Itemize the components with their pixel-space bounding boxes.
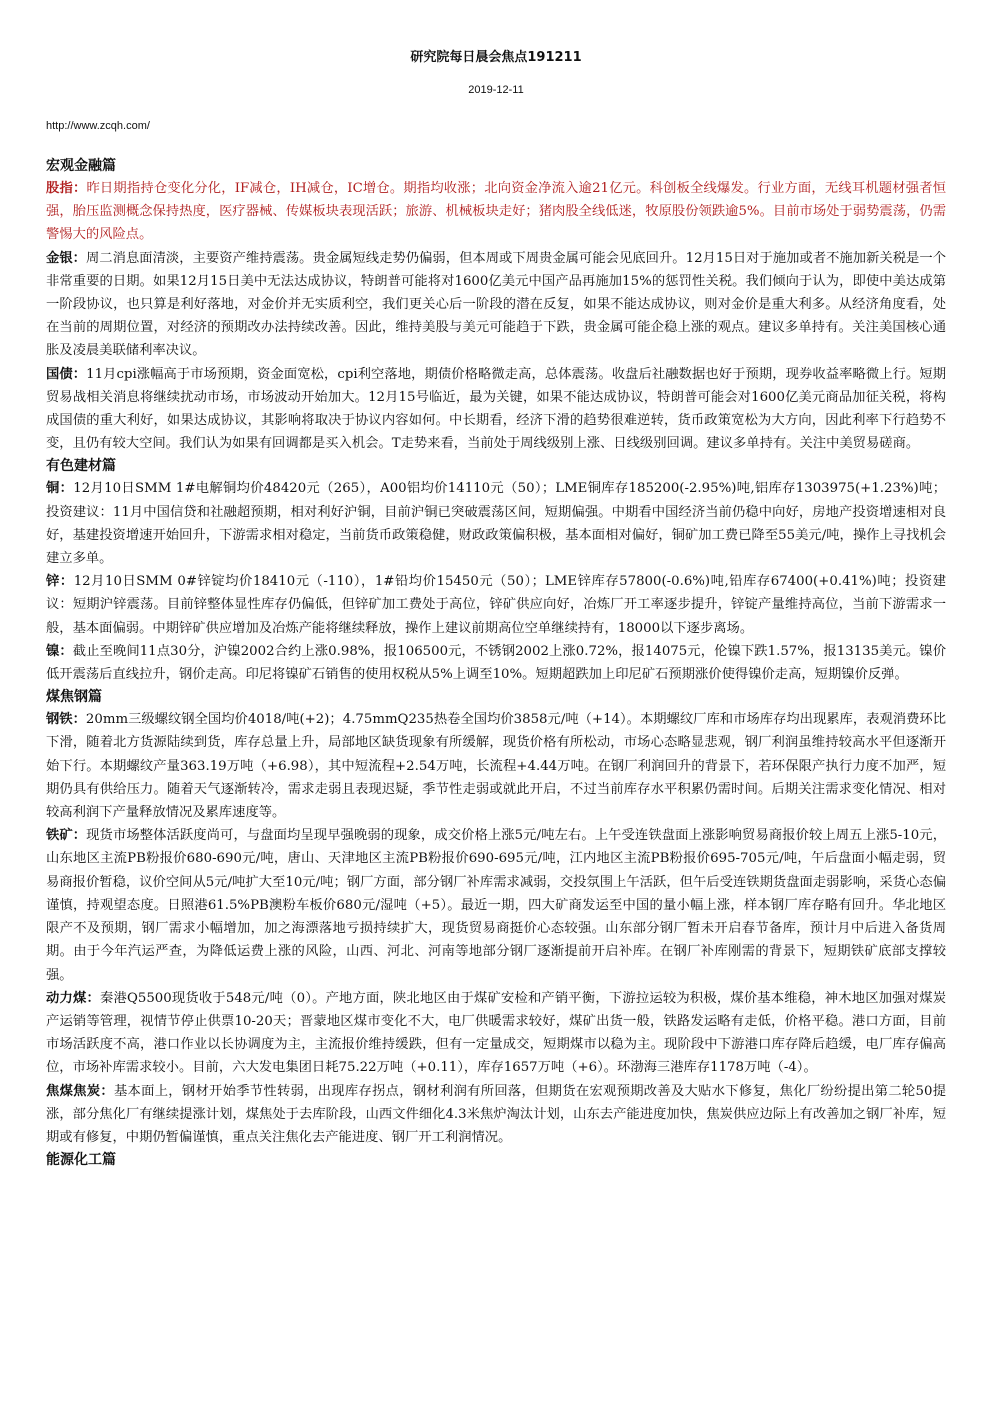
paragraph-label: 动力煤： xyxy=(46,990,100,1006)
paragraph-label: 铁矿： xyxy=(46,828,87,844)
report-body xyxy=(46,155,946,1171)
paragraph-text: 12月10日SMM 0#锌锭均价18410元（-110），1#铅均价15450元（50）；LME锌库存57800(-0.6%)吨,铅库存67400(+0.41%)吨；投资建议：短期沪锌震荡。目前锌整体显性库存仍偏低，但锌矿加工费处于高位，锌矿供应向好，冶炼厂开工率逐步提升，锌锭产量维持高位，当前下游需求一般，基本面偏弱。中期锌矿供应增加及冶炼产能将继续释放，操作上建议前期高位空单继续持有，18000以下逐步离场。 xyxy=(46,574,947,636)
paragraph-label: 国债： xyxy=(46,366,87,382)
section-heading-nonferrous: 有色建材篇 xyxy=(46,458,116,475)
paragraph-treasury-bonds xyxy=(46,363,946,456)
section-heading-macro-finance: 宏观金融篇 xyxy=(46,158,116,174)
paragraph-copper xyxy=(46,477,946,570)
paragraph-thermal-coal xyxy=(46,987,946,1080)
paragraph-label: 铜： xyxy=(46,481,74,497)
paragraph-label: 镍： xyxy=(46,643,73,659)
paragraph-text: 周二消息面清淡，主要资产维持震荡。贵金属短线走势仍偏弱，但本周或下周贵金属可能会见底回升。12月15日对于施加或者不施加新关税是一个非常重要的日期。如果12月15日美中无法达成协议，特朗普可能将对1600亿美元中国产品再施加15%的惩罚性关税。我们倾向于认为，即使中美达成第一阶段协议，也只算是利好落地，对金价并无实质利空，我们更关心后一阶段的潜在反复，如果不能达成协议，则对金价是重大利多。从经济角度看，处在当前的周期位置，对经济的预期改办法持续改善。因此，维持美股与美元可能趋于下跌，贵金属可能企稳上涨的观点。建议多单持有。关注美国核心通胀及凌晨美联储利率决议。 xyxy=(46,250,947,359)
paragraph-zinc xyxy=(46,570,946,640)
paragraph-text: 基本面上，钢材开始季节性转弱，出现库存拐点，钢材利润有所回落，但期货在宏观预期改善及大贴水下修复，焦化厂纷纷提出第二轮50提涨，部分焦化厂有继续提涨计划，煤焦处于去库阶段，山西文件细化4.3米焦炉淘汰计划，山东去产能进度加快，焦炭供应边际上有改善加之钢厂补库，短期或有修复，中期仍暂偏谨慎，重点关注焦化去产能进度、钢厂开工利润情况。 xyxy=(46,1083,947,1145)
paragraph-text: 秦港Q5500现货收于548元/吨（0）。产地方面，陕北地区由于煤矿安检和产销平衡，下游拉运较为积极，煤价基本维稳，神木地区加强对煤炭产运销等管理，视情节停止供票10-20天；晋蒙地区煤市变化不大，电厂供暖需求较好，煤矿出货一般，铁路发运略有走低，价格平稳。港口方面，目前市场活跃度不高，港口作业以长协调度为主，主流报价维持缓跌，但有一定量成交，短期煤市以稳为主。现阶段中下游港口库存降后趋缓，电厂库存偏高位，市场补库需求较小。目前，六大发电集团日耗75.22万吨（+0.11），库存1657万吨（+6）。环渤海三港库存1178万吨（-4）。 xyxy=(46,990,946,1076)
report-title: 研究院每日晨会焦点191211 xyxy=(410,50,582,65)
paragraph-steel xyxy=(46,708,946,824)
paragraph-stock-index xyxy=(46,177,946,247)
paragraph-text: 20mm三级螺纹钢全国均价4018/吨(+2)；4.75mmQ235热卷全国均价3858元/吨（+14）。本期螺纹厂库和市场库存均出现累库，表观消费环比下滑，随着北方货源陆续到货，库存总量上升，局部地区缺货现象有所缓解，现货价格有所松动，市场心态略显悲观，钢厂利润虽维持较高水平但逐渐开始下行。本期螺纹产量363.19万吨（+6.98），其中短流程+2.54万吨，长流程+4.44万吨。在钢厂利润回升的背景下，若环保限产执行力度不加严，短期仍具有供给压力。随着天气逐渐转冷，需求走弱且表现迟疑，季节性走弱或就此开启，不过当前库存水平积累仍需时间。后期关注需求变化情况、相对较高利润下产量释放情况及累库速度等。 xyxy=(46,712,946,821)
paragraph-label: 股指： xyxy=(46,181,87,196)
source-url-link[interactable]: http://www.zcqh.com/ xyxy=(46,120,150,132)
paragraph-gold-silver xyxy=(46,247,946,363)
paragraph-text: 12月10日SMM 1#电解铜均价48420元（265），A00铝均价14110元（50）；LME铜库存185200(-2.95%)吨,铝库存1303975(+1.23%)吨；投资建议：11月中国信贷和社融超预期，相对利好沪铜，目前沪铜已突破震荡区间，短期偏强。中期看中国经济当前仍稳中向好，房地产投资增速相对良好，基建投资增速开始回升，下游需求相对稳定，当前货币政策稳健，财政政策偏积极，基本面相对偏好，铜矿加工费已降至55美元/吨，操作上寻找机会建立多单。 xyxy=(46,481,946,567)
paragraph-text: 11月cpi涨幅高于市场预期，资金面宽松，cpi利空落地，期债价格略微走高，总体震荡。收盘后社融数据也好于预期，现券收益率略微上行。短期贸易战相关消息将继续扰动市场，市场波动开始加大。12月15号临近，最为关键，如果不能达成协议，特朗普可能会对1600亿美元商品加征关税，将构成国债的重大利好，如果达成协议，其影响将取决于协议内容如何。中长期看，经济下滑的趋势很难逆转，货币政策宽松为大方向，因此利率下行趋势不变，且仍有较大空间。我们认为如果有回调都是买入机会。T走势来看，当前处于周线级别上涨、日线级别回调。建议多单持有。关注中美贸易磋商。 xyxy=(46,366,947,452)
paragraph-coking-coal xyxy=(46,1080,946,1150)
paragraph-nickel xyxy=(46,640,946,686)
section-heading-energy-chemical: 能源化工篇 xyxy=(46,1152,116,1169)
paragraph-text: 昨日期指持仓变化分化，IF减仓，IH减仓，IC增仓。期指均收涨；北向资金净流入逾21亿元。科创板全线爆发。行业方面，无线耳机题材强者恒强，胎压监测概念保持热度，医疗器械、传媒板块表现活跃；旅游、机械板块走好；猪肉股全线低迷，牧原股份领跌逾5%。目前市场处于弱势震荡，仍需警惕大的风险点。 xyxy=(46,181,947,243)
report-date: 2019-12-11 xyxy=(468,84,524,96)
section-heading-coal-steel: 煤焦钢篇 xyxy=(46,689,102,706)
paragraph-label: 金银： xyxy=(46,250,86,266)
paragraph-text: 截止至晚间11点30分，沪镍2002合约上涨0.98%，报106500元，不锈钢2002上涨0.72%，报14075元，伦镍下跌1.57%，报13135美元。镍价低开震荡后直线拉升，钢价走高。印尼将镍矿石销售的使用权税从5%上调至10%。短期超跌加上印尼矿石预期涨价使得镍价走高，短期镍价反弹。 xyxy=(46,643,946,683)
paragraph-label: 焦煤焦炭： xyxy=(46,1083,114,1099)
paragraph-iron-ore xyxy=(46,824,946,986)
paragraph-label: 钢铁： xyxy=(46,712,86,728)
paragraph-text: 现货市场整体活跃度尚可，与盘面均呈现早强晚弱的现象，成交价格上涨5元/吨左右。上午受连铁盘面上涨影响贸易商报价较上周五上涨5-10元，山东地区主流PB粉报价680-690元/吨，唐山、天津地区主流PB粉报价690-695元/吨，江内地区主流PB粉报价695-705元/吨，午后盘面小幅走弱，贸易商报价暂稳，议价空间从5元/吨扩大至10元/吨；钢厂方面，部分钢厂补库需求减弱，交投氛围上午活跃，但午后受连铁期货盘面走弱影响，采货心态偏谨慎，持观望态度。日照港61.5%PB澳粉车板价680元/湿吨（+5）。最近一期，四大矿商发运至中国的量小幅上涨，样本钢厂库存略有回升。华北地区限产不及预期，钢厂需求小幅增加，加之海漂落地亏损持续扩大，现货贸易商挺价心态较强。山东部分钢厂暂未开启春节备库，预计月中后进入备货周期。由于今年汽运严查，为降低运费上涨的风险，山西、河北、河南等地部分钢厂逐渐提前开启补库。在钢厂补库刚需的背景下，短期铁矿底部支撑较强。 xyxy=(46,828,946,983)
paragraph-label: 锌： xyxy=(46,574,74,590)
